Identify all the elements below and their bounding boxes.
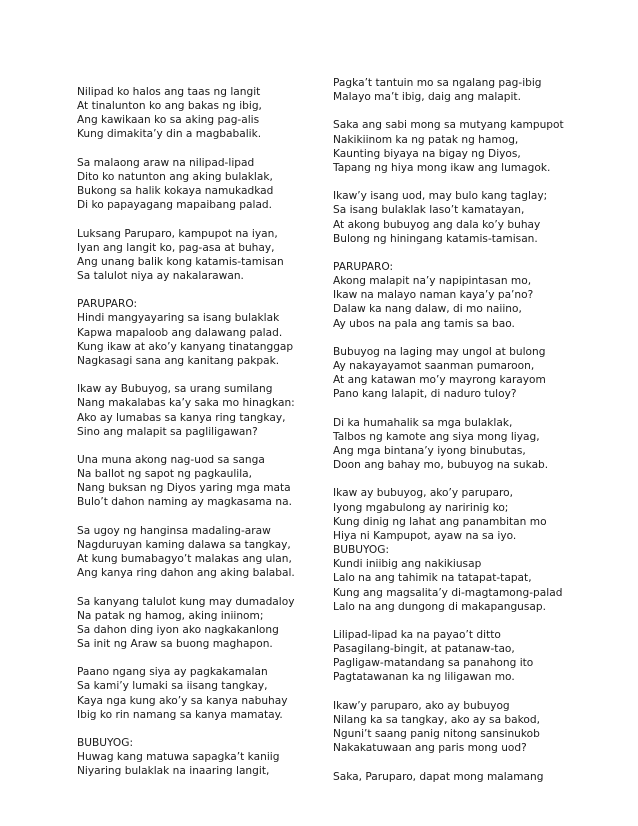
poem-line: At ang katawan mo’y mayrong karayom bbox=[333, 374, 546, 387]
poem-line: Hiya ni Kampupot, ayaw na sa iyo. bbox=[333, 529, 517, 542]
poem-line: Ay nakayayamot saanman pumaroon, bbox=[333, 360, 535, 373]
stanza bbox=[333, 76, 595, 104]
poem-line: Kung dinig ng lahat ang panambitan mo bbox=[333, 515, 547, 528]
poem-line: Kaya nga kung ako’y sa kanya nabuhay bbox=[77, 694, 288, 707]
poem-line: Sa talulot niya ay nakalarawan. bbox=[77, 270, 244, 282]
stanza bbox=[77, 453, 339, 510]
poem-line: Pagka’t tantuin mo sa ngalang pag-ibig bbox=[333, 77, 542, 89]
stanza bbox=[77, 665, 339, 722]
poem-line: Sa malaong araw na nilipad-lipad bbox=[77, 156, 255, 169]
poem-line: Ikaw’y isang uod, may bulo kang taglay; bbox=[333, 190, 548, 203]
poem-line: PARUPARO: bbox=[333, 260, 394, 273]
poem-line: Pano kang lalapit, di naduro tuloy? bbox=[333, 388, 517, 401]
poem-line: Lalo na ang tahimik na tatapat-tapat, bbox=[333, 572, 532, 585]
poem-line: Di ko papayagang mapaibang palad. bbox=[77, 199, 273, 212]
poem-line: Bukong sa halik kokaya namukadkad bbox=[77, 185, 274, 198]
poem-line: Saka ang sabi mong sa mutyang kampupot bbox=[333, 119, 564, 132]
poem-line: Nang buksan ng Diyos yaring mga mata bbox=[77, 482, 291, 495]
poem-line: Ikaw’y paruparo, ako ay bubuyog bbox=[333, 699, 510, 712]
stanza bbox=[333, 699, 595, 756]
poem-line: Lilipad-lipad ka na payao’t ditto bbox=[333, 628, 501, 641]
poem-line: Sa init ng Araw sa buong maghapon. bbox=[77, 637, 273, 650]
poem-line: At akong bubuyog ang dala ko’y buhay bbox=[333, 218, 541, 231]
poem-line: Sa isang bulaklak laso’t kamatayan, bbox=[333, 204, 525, 217]
poem-line: PARUPARO: bbox=[77, 298, 138, 311]
stanza bbox=[333, 416, 595, 473]
poem-line: Ikaw na malayo naman kaya’y pa’no? bbox=[333, 289, 534, 302]
poem-line: Sa kami’y lumaki sa iisang tangkay, bbox=[77, 680, 268, 693]
poem-line: At tinalunton ko ang bakas ng ibig, bbox=[77, 100, 262, 113]
poem-line: Luksang Paruparo, kampupot na iyan, bbox=[77, 227, 278, 240]
poem-line: Niyaring bulaklak na inaaring langit, bbox=[77, 765, 270, 778]
stanza bbox=[77, 595, 339, 652]
poem-line: Huwag kang matuwa sapagka’t kaniig bbox=[77, 751, 280, 764]
stanza bbox=[77, 382, 339, 439]
poem-line: Lalo na ang dungong di makapangusap. bbox=[333, 600, 546, 613]
poem-line: Ang kawikaan ko sa aking pag-alis bbox=[77, 114, 260, 127]
stanza bbox=[77, 524, 339, 581]
poem-line: Na patak ng hamog, aking iniinom; bbox=[77, 609, 264, 622]
poem-line: Nakikiinom ka ng patak ng hamog, bbox=[333, 133, 519, 146]
stanza bbox=[333, 118, 595, 175]
poem-line: Bulo’t dahon naming ay magkasama na. bbox=[77, 496, 292, 509]
poem-line: Ibig ko rin namang sa kanya mamatay. bbox=[77, 708, 283, 721]
stanza bbox=[77, 227, 339, 284]
poem-line: Doon ang bahay mo, bubuyog na sukab. bbox=[333, 459, 549, 472]
poem-line: Ako ay lumabas sa kanya ring tangkay, bbox=[77, 411, 286, 424]
stanza bbox=[77, 156, 339, 213]
poem-line: Pagligaw-matandang sa panahong ito bbox=[333, 657, 534, 670]
poem-line: Saka, Paruparo, dapat mong malamang bbox=[333, 770, 544, 783]
poem-line: Kapwa mapaloob ang dalawang palad. bbox=[77, 326, 283, 339]
poem-line: Ay ubos na pala ang tamis sa bao. bbox=[333, 317, 515, 330]
poem-line: Akong malapit na’y napipintasan mo, bbox=[333, 275, 532, 288]
stanza bbox=[77, 297, 339, 368]
stanza bbox=[333, 628, 595, 685]
poem-line: Dito ko natunton ang aking bulaklak, bbox=[77, 170, 273, 183]
poem-line: Bulong ng hiningang katamis-tamisan. bbox=[333, 232, 538, 245]
poem-line: Na ballot ng sapot ng pagkaulila, bbox=[77, 468, 253, 481]
poem-line: Di ka humahalik sa mga bulaklak, bbox=[333, 416, 513, 429]
poem-line: Nguni’t saang panig nitong sansinukob bbox=[333, 728, 540, 741]
poem-line: BUBUYOG: bbox=[333, 544, 390, 557]
poem-line: Kung ang magsalita’y di-magtamong-palad bbox=[333, 586, 563, 599]
poem-line: Sino ang malapit sa pagliligawan? bbox=[77, 425, 258, 438]
poem-line: Pagtatawanan ka ng liligawan mo. bbox=[333, 671, 515, 684]
poem-line: Ang kanya ring dahon ang aking balabal. bbox=[77, 567, 295, 580]
poem-right-column bbox=[333, 76, 595, 798]
poem-left-column bbox=[77, 85, 339, 793]
poem-line: Kaunting biyaya na bigay ng Diyos, bbox=[333, 147, 521, 160]
poem-line: Kung dimakita’y din a magbabalik. bbox=[77, 128, 262, 141]
poem-line: Tapang ng hiya mong ikaw ang lumagok. bbox=[333, 161, 551, 174]
poem-line: Paano ngang siya ay pagkakamalan bbox=[77, 666, 268, 679]
poem-line: At kung bumabagyo’t malakas ang ulan, bbox=[77, 553, 292, 566]
poem-line: Nakakatuwaan ang paris mong uod? bbox=[333, 742, 527, 755]
stanza bbox=[333, 770, 595, 784]
poem-line: BUBUYOG: bbox=[77, 737, 134, 750]
stanza bbox=[77, 85, 339, 142]
poem-line: Malayo ma’t ibig, daig ang malapit. bbox=[333, 91, 521, 104]
stanza bbox=[333, 345, 595, 402]
stanza bbox=[333, 189, 595, 246]
poem-line: Nilang ka sa tangkay, ako ay sa bakod, bbox=[333, 713, 540, 726]
poem-line: Ang unang balik kong katamis-tamisan bbox=[77, 255, 284, 268]
poem-line: Nilipad ko halos ang taas ng langit bbox=[77, 86, 261, 98]
poem-line: Iyan ang langit ko, pag-asa at buhay, bbox=[77, 241, 275, 254]
poem-line: Talbos ng kamote ang siya mong liyag, bbox=[333, 430, 540, 443]
poem-line: Nagduruyan kaming dalawa sa tangkay, bbox=[77, 538, 291, 551]
stanza bbox=[333, 260, 595, 331]
poem-line: Nang makalabas ka’y saka mo hinagkan: bbox=[77, 397, 295, 410]
stanza bbox=[77, 736, 339, 778]
poem-line: Ikaw ay Bubuyog, sa urang sumilang bbox=[77, 383, 273, 396]
poem-line: Kundi iniibig ang nakikiusap bbox=[333, 558, 482, 571]
stanza bbox=[333, 486, 595, 613]
poem-line: Bubuyog na laging may ungol at bulong bbox=[333, 345, 546, 358]
poem-line: Ikaw ay bubuyog, ako’y paruparo, bbox=[333, 487, 514, 500]
poem-line: Nagkasagi sana ang kanitang pakpak. bbox=[77, 354, 280, 367]
poem-line: Hindi mangyayaring sa isang bulaklak bbox=[77, 312, 280, 325]
poem-line: Sa kanyang talulot kung may dumadaloy bbox=[77, 595, 295, 608]
poem-line: Ang mga bintana’y iyong binubutas, bbox=[333, 444, 526, 457]
poem-line: Una muna akong nag-uod sa sanga bbox=[77, 453, 265, 466]
poem-line: Iyong mgabulong ay naririnig ko; bbox=[333, 501, 509, 514]
poem-line: Kung ikaw at ako’y kanyang tinatanggap bbox=[77, 340, 294, 353]
poem-line: Pasagilang-bingit, at patanaw-tao, bbox=[333, 643, 515, 656]
poem-line: Dalaw ka nang dalaw, di mo naiino, bbox=[333, 303, 522, 316]
poem-line: Sa ugoy ng hanginsa madaling-araw bbox=[77, 524, 271, 537]
poem-line: Sa dahon ding iyon ako nagkakanlong bbox=[77, 623, 279, 636]
